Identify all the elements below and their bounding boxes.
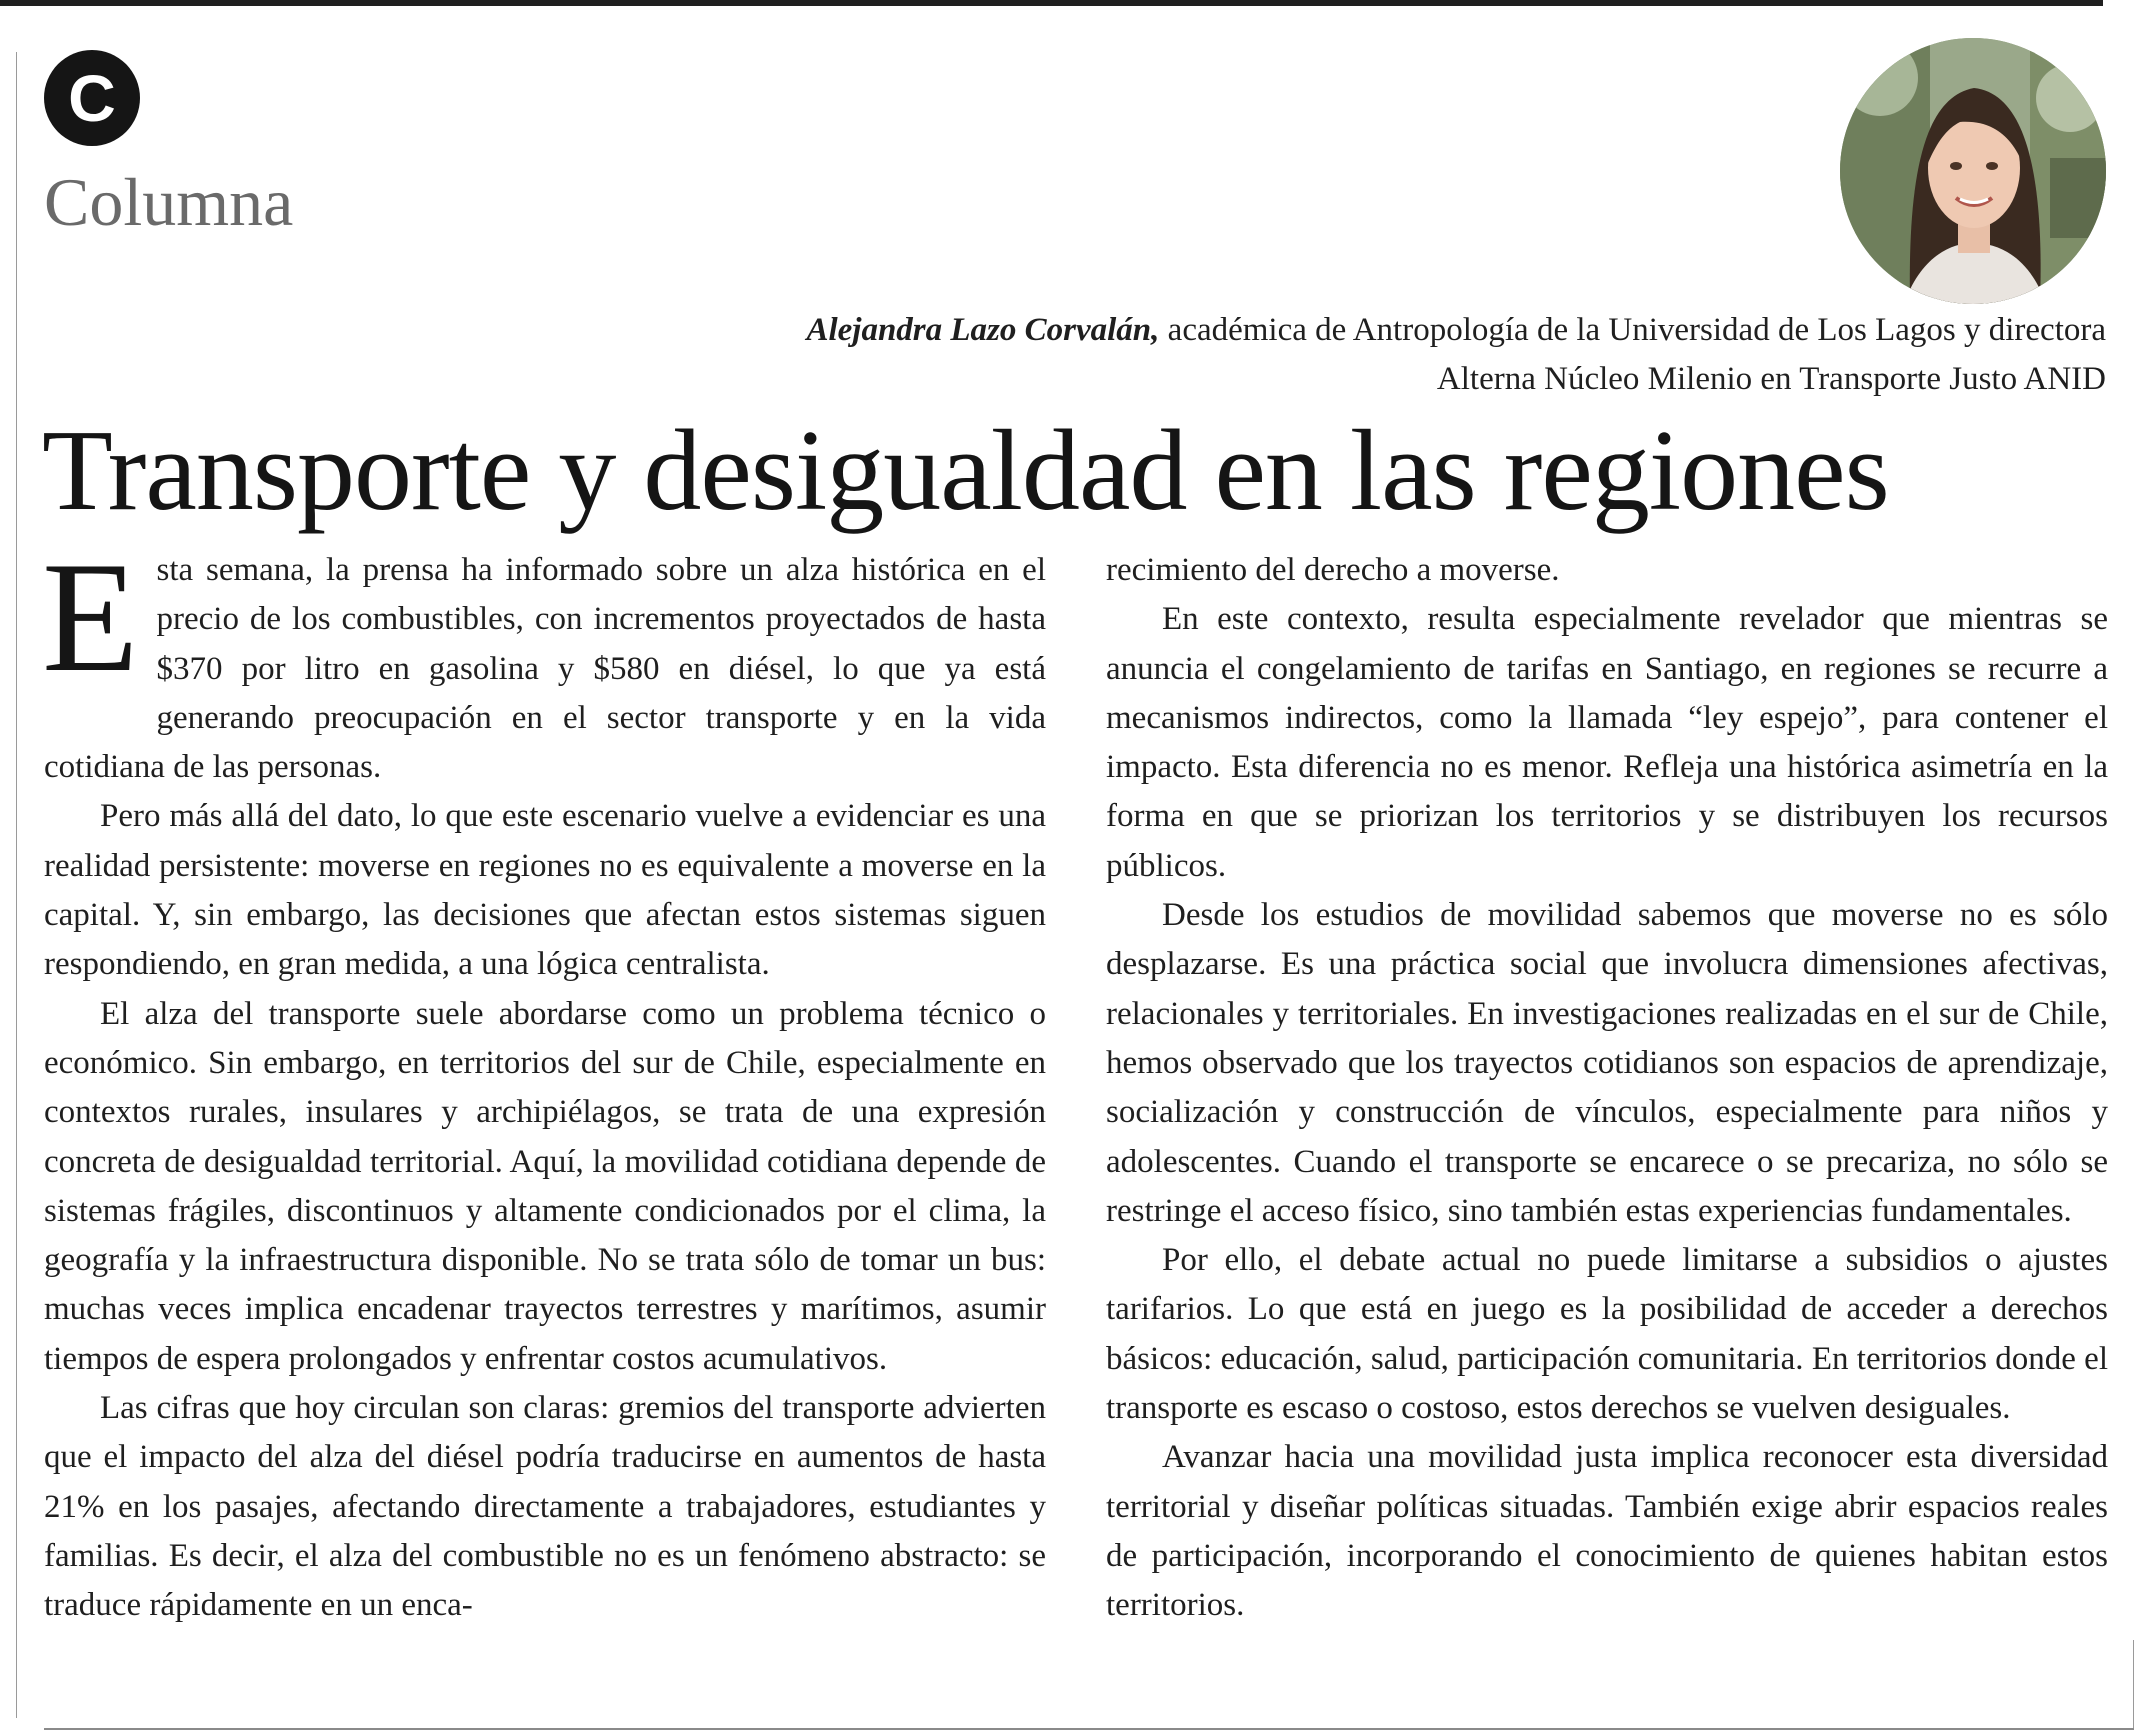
paragraph: Por ello, el debate actual no puede limitarse a subsidios o ajustes tarifarios. Lo que está en juego es la posibilidad de acceder a derechos básicos: educación, salud, participación comunitaria. En territorios donde el transporte es escaso o costoso, estos derechos se vuelven desiguales. — [1106, 1242, 2108, 1427]
section-label: Columna — [44, 164, 294, 240]
right-column-rule — [2133, 1640, 2134, 1730]
byline — [806, 306, 2106, 404]
article-column-1 — [42, 530, 1046, 1631]
paragraph-text: sta semana, la prensa ha informado sobre un alza histórica en el precio de los combustibles, con incrementos proyectados de hasta $370 por litro en gasolina y $580 en diésel, lo que ya está generando preocupación en el sector transporte y en la vida cotidiana de las personas. — [44, 552, 1046, 786]
section-badge-icon: C — [44, 50, 140, 146]
paragraph: Pero más allá del dato, lo que este escenario vuelve a evidenciar es una realidad persistente: moverse en regiones no es equivalente a moverse en la capital. Y, sin embargo, las decisiones que afectan estos sistemas siguen respondiendo, en gran medida, a una lógica centralista. — [44, 798, 1046, 983]
headline: Transporte y desigualdad en las regiones — [42, 407, 1889, 535]
article-column-2 — [1106, 546, 2108, 1631]
top-rule — [0, 0, 2103, 6]
paragraph: Avanzar hacia una movilidad justa implica reconocer esta diversidad territorial y diseñar políticas situadas. También exige abrir espacios reales de participación, incorporando el conocimiento de quienes habitan estos territorios. — [1106, 1439, 2108, 1624]
author-affiliation: académica de Antropología de la Universidad de Los Lagos y directora Alterna Núcleo Milenio en Transporte Justo ANID — [1159, 312, 2106, 397]
author-name: Alejandra Lazo Corvalán, — [806, 312, 1160, 348]
author-photo — [1840, 38, 2106, 304]
paragraph: El alza del transporte suele abordarse como un problema técnico o económico. Sin embargo, en territorios del sur de Chile, especialmente en contextos rurales, insulares y archipiélagos, se trata de una expresión concreta de desigualdad territorial. Aquí, la movilidad cotidiana depende de sistemas frágiles, discontinuos y altamente condicionados por el clima, la geografía y la infraestructura disponible. No se trata sólo de tomar un bus: muchas veces implica encadenar trayectos terrestres y marítimos, asumir tiempos de espera prolongados y enfrentar costos acumulativos. — [44, 995, 1046, 1377]
bottom-rule — [44, 1728, 2134, 1730]
drop-cap: E — [42, 530, 139, 705]
paragraph: Desde los estudios de movilidad sabemos que moverse no es sólo desplazarse. Es una práctica social que involucra dimensiones afectivas, relacionales y territoriales. En investigaciones realizadas en el sur de Chile, hemos observado que los trayectos cotidianos son espacios de aprendizaje, socialización y construcción de vínculos, especialmente para niños y adolescentes. Cuando el transporte se encarece o se precariza, no sólo se restringe el acceso físico, sino también estas experiencias fundamentales. — [1106, 897, 2108, 1229]
paragraph: Las cifras que hoy circulan son claras: gremios del transporte advierten que el impacto del alza del diésel podría traducirse en aumentos de hasta 21% en los pasajes, afectando directamente a trabajadores, estudiantes y familias. Es decir, el alza del combustible no es un fenómeno abstracto: se traduce rápidamente en un enca- — [44, 1390, 1046, 1624]
paragraph: En este contexto, resulta especialmente revelador que mientras se anuncia el congelamiento de tarifas en Santiago, en regiones se recurre a mecanismos indirectos, como la llamada “ley espejo”, para contener el impacto. Esta diferencia no es menor. Refleja una histórica asimetría en la forma en que se priorizan los territorios y se distribuyen los recursos públicos. — [1106, 601, 2108, 884]
left-column-rule — [16, 52, 17, 1718]
paragraph: recimiento del derecho a moverse. — [1106, 552, 1560, 588]
paragraph — [42, 530, 1046, 792]
